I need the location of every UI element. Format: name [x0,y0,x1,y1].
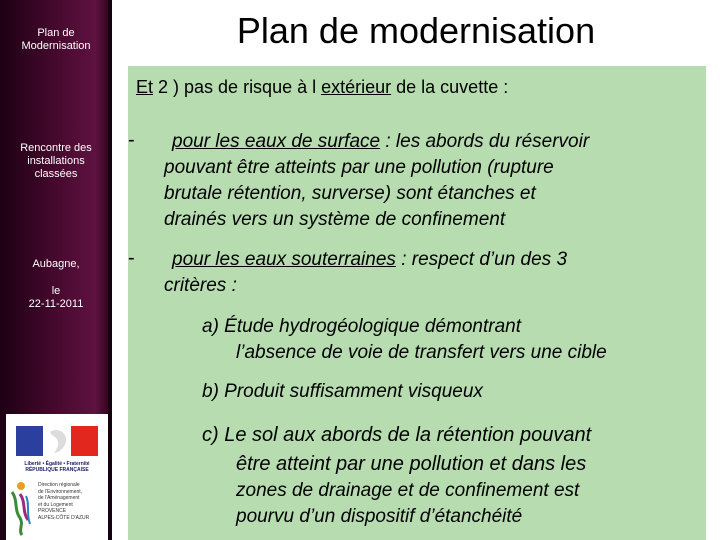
sidebar [0,0,112,540]
bullet1-underlined: pour les eaux de surface [172,131,381,152]
item-c-line3: zones de drainage et de confinement est [236,480,580,501]
sidebar-place: Aubagne, [32,258,80,270]
content-panel [128,66,706,540]
item-c-line2: être atteint par une pollution et dans les [236,453,587,475]
republique-francaise-label: Liberté • Égalité • Fraternité RÉPUBLIQUE FRANÇAISE [24,461,90,473]
logo-panel [6,414,108,540]
bullet1-dash: - [128,129,135,151]
slide-title: Plan de modernisation [236,10,596,51]
item-c-line4: pourvu d’un dispositif d’étanchéité [236,506,523,527]
sidebar-date: le 22-11-2011 [28,285,84,310]
bullet1-line4: drainés vers un système de confinement [164,209,506,230]
intro-underlined: extérieur [321,77,392,97]
intro-line [136,74,508,100]
sidebar-title: Plan de Modernisation [21,27,91,52]
bullet2-line1 [172,247,567,273]
intro-text-2: de la cuvette : [391,77,509,97]
dreal-logo-icon [10,480,32,536]
item-a-line2: l’absence de voie de transfert vers une cible [236,342,607,363]
item-c-line1: c) Le sol aux abords de la rétention pouvant [202,424,592,446]
bullet1-line2: pouvant être atteints par une pollution (rupture [164,157,554,178]
intro-text-1: 2 ) pas de risque à l [153,77,322,97]
item-a-line1: a) Étude hydrogéologique démontrant [202,316,522,337]
bullet2-underlined: pour les eaux souterraines [172,249,396,270]
bullet2-line2: critères : [164,275,237,296]
marianne-logo-icon [16,426,98,456]
sidebar-meeting: Rencontre des installations classées [20,142,92,180]
bullet1-line1 [172,129,589,155]
bullet1-line3: brutale rétention, surverse) sont étanches et [164,183,536,204]
bullet1-rest: : les abords du réservoir [380,131,590,152]
bullet2-rest: : respect d’un des 3 [395,249,568,270]
dreal-label: Direction régionale de l'Environnement, de l'Aménagement et du Logement PROVENCE ALPES-CÔTE D'AZUR [38,482,90,521]
bullet2-dash: - [128,247,135,269]
intro-prefix: Et [136,77,154,97]
item-b-line1: b) Produit suffisamment visqueux [202,381,483,402]
